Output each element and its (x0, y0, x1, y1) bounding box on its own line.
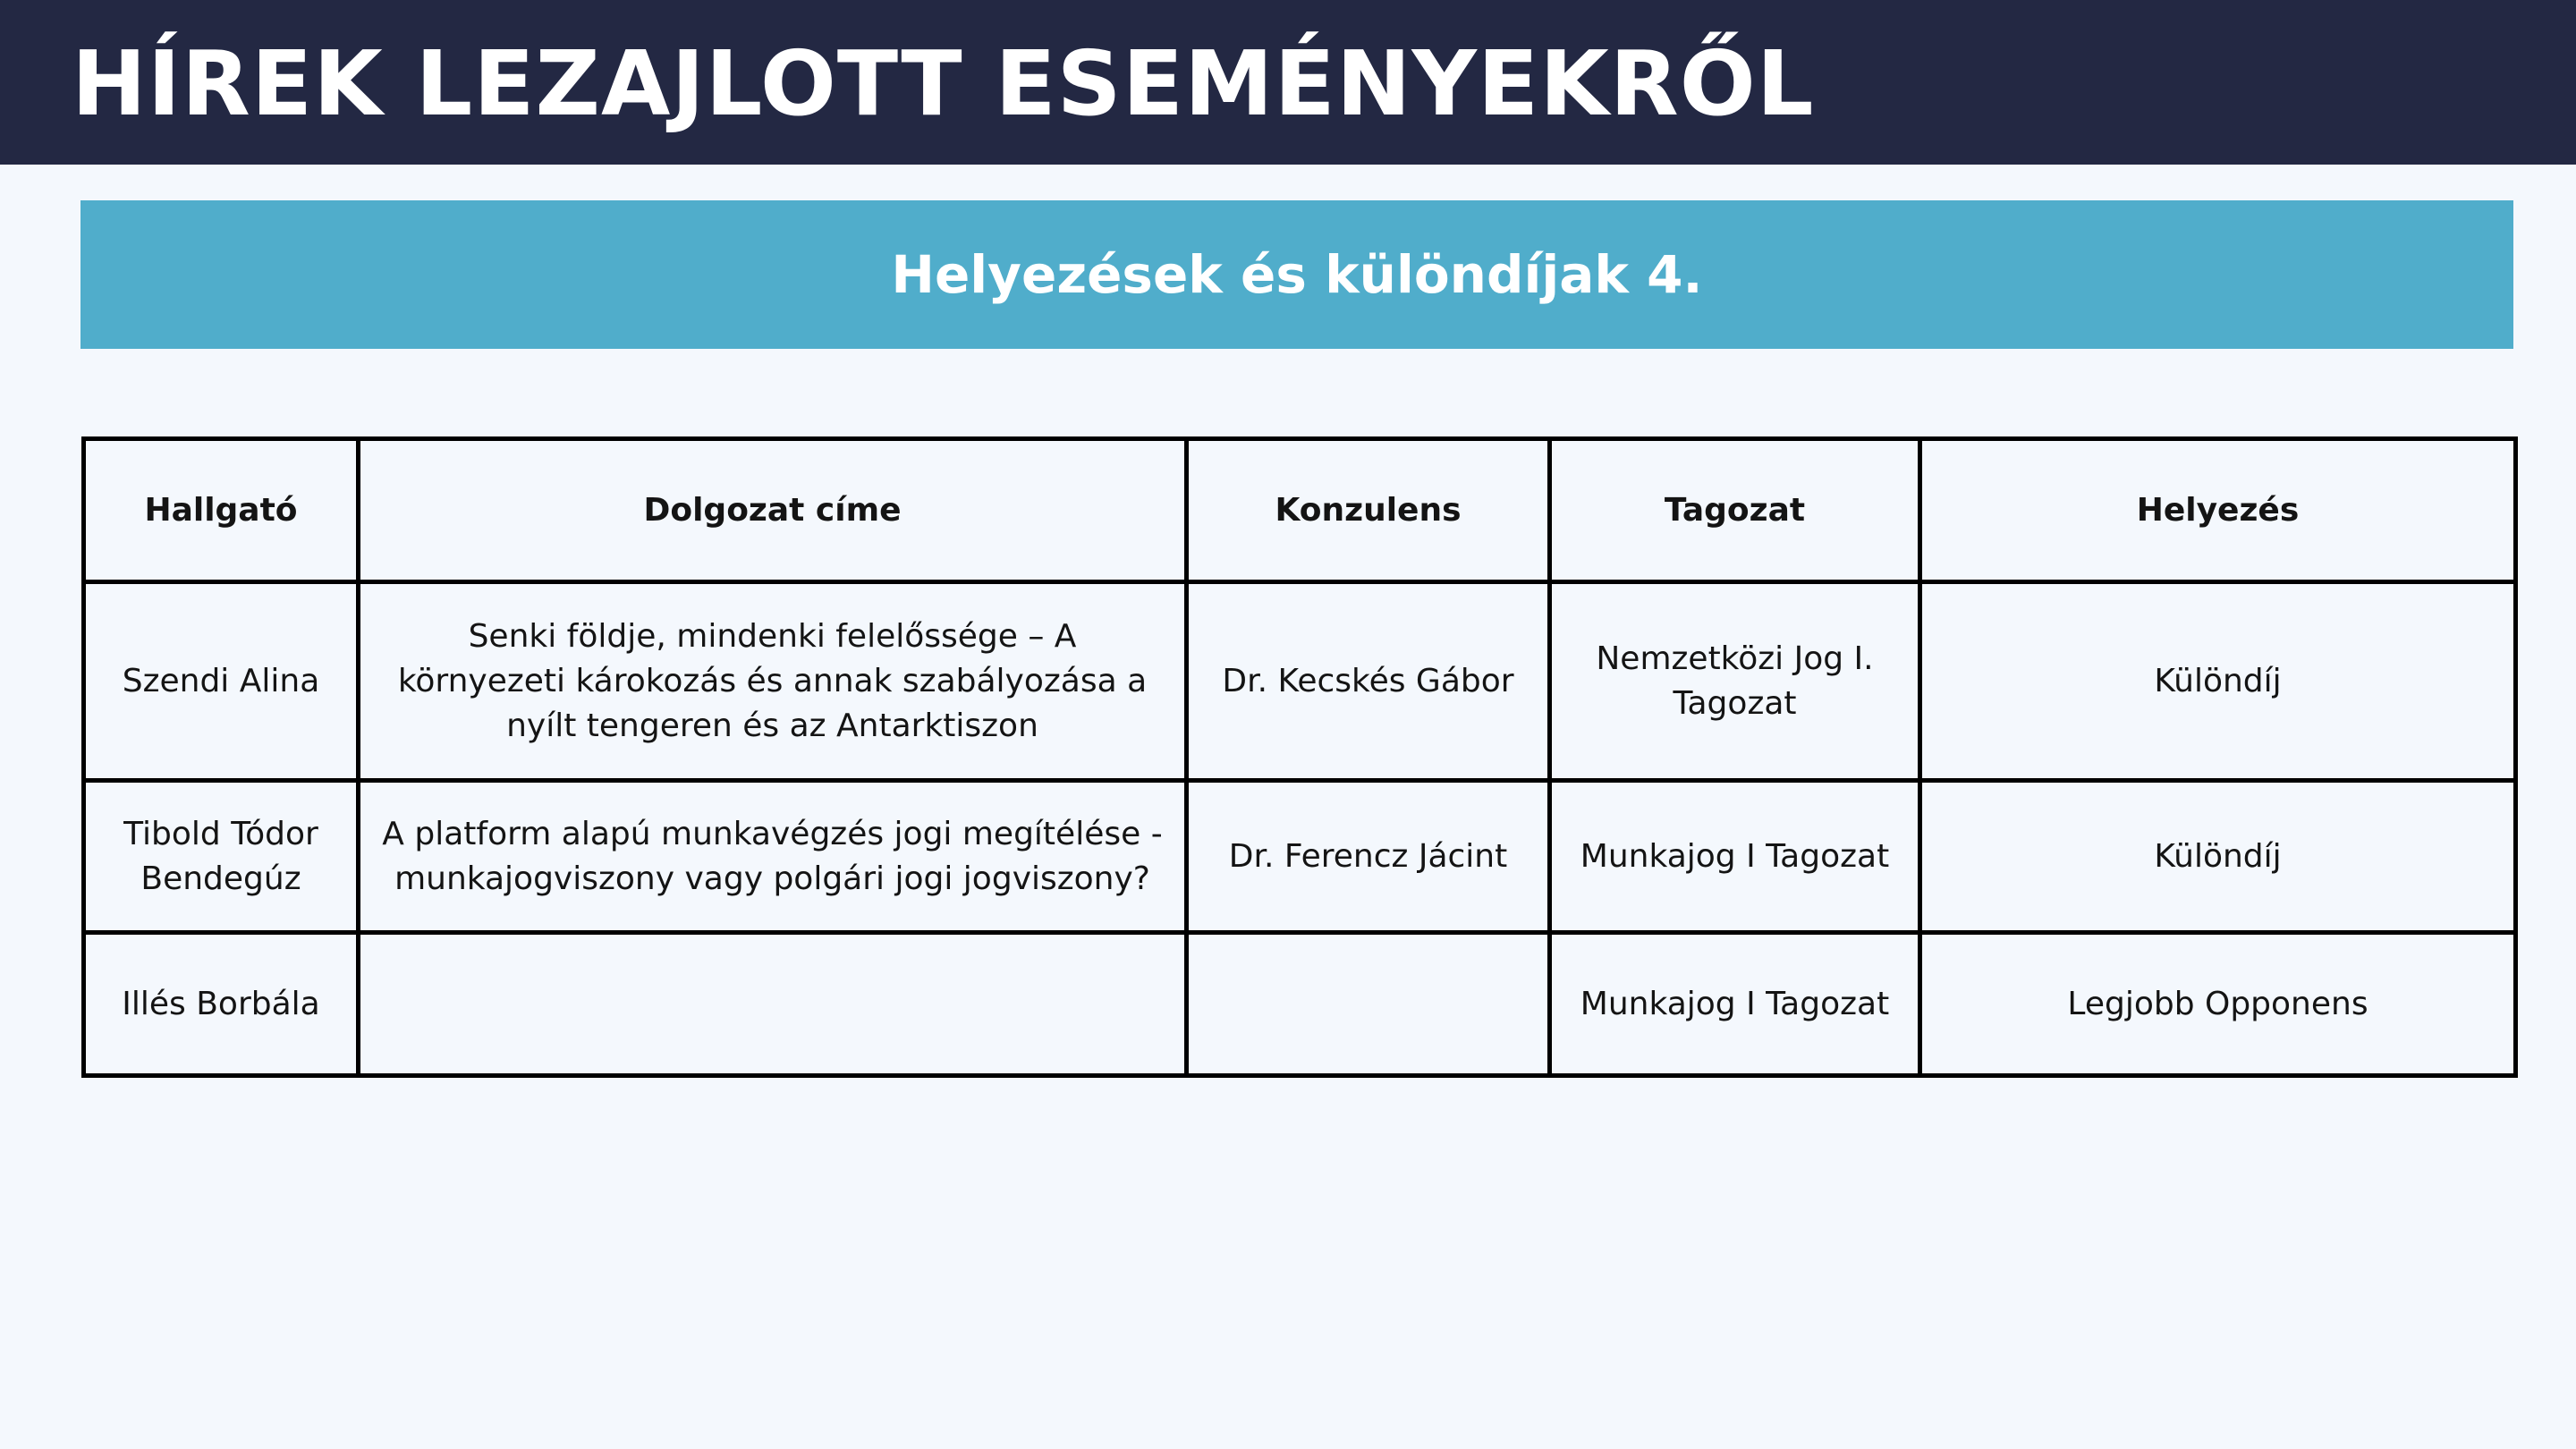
cell-student: Tibold Tódor Bendegúz (84, 781, 359, 933)
cell-section: Nemzetközi Jog I. Tagozat (1550, 582, 1920, 781)
table-header-row (84, 439, 2516, 582)
cell-consultant: Dr. Ferencz Jácint (1187, 781, 1550, 933)
cell-title: Senki földje, mindenki felelőssége – A környezeti károkozás és annak szabályozása a nyílt tengeren és az Antarktiszon (359, 582, 1187, 781)
cell-title: A platform alapú munkavégzés jogi megítélése - munkajogviszony vagy polgári jogi jogviszony? (359, 781, 1187, 933)
cell-title (359, 933, 1187, 1076)
table-row (84, 582, 2516, 781)
results-table (81, 436, 2518, 1078)
column-header-title: Dolgozat címe (359, 439, 1187, 582)
cell-section: Munkajog I Tagozat (1550, 933, 1920, 1076)
cell-placement: Legjobb Opponens (1920, 933, 2516, 1076)
section-title: Helyezések és különdíjak 4. (891, 244, 1703, 305)
cell-placement: Különdíj (1920, 781, 2516, 933)
column-header-section: Tagozat (1550, 439, 1920, 582)
section-banner (80, 200, 2513, 349)
cell-student: Szendi Alina (84, 582, 359, 781)
table-row (84, 933, 2516, 1076)
cell-student: Illés Borbála (84, 933, 359, 1076)
column-header-consultant: Konzulens (1187, 439, 1550, 582)
column-header-placement: Helyezés (1920, 439, 2516, 582)
column-header-student: Hallgató (84, 439, 359, 582)
page-title: HÍREK LEZAJLOTT ESEMÉNYEKRŐL (72, 31, 1815, 136)
cell-consultant: Dr. Kecskés Gábor (1187, 582, 1550, 781)
table-row (84, 781, 2516, 933)
cell-section: Munkajog I Tagozat (1550, 781, 1920, 933)
header-bar (0, 0, 2576, 165)
cell-consultant (1187, 933, 1550, 1076)
cell-placement: Különdíj (1920, 582, 2516, 781)
